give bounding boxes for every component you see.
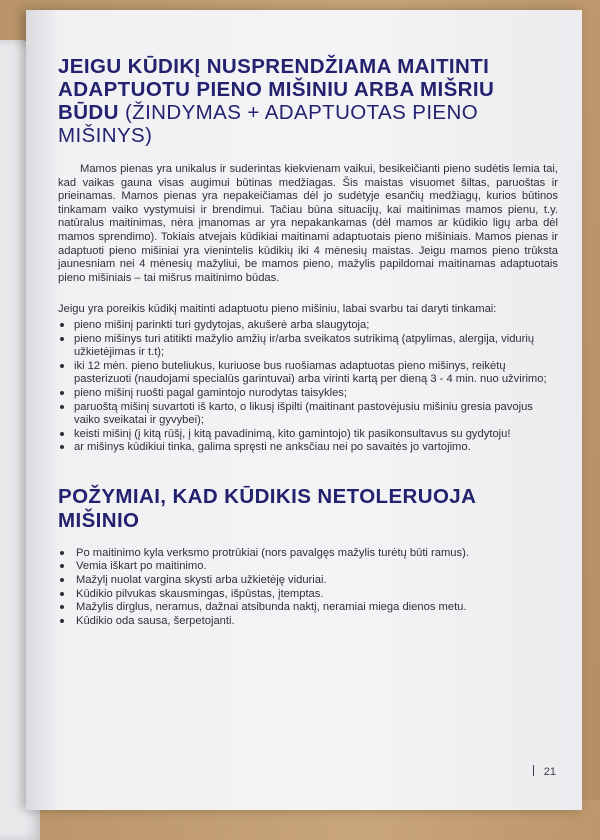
bullet-icon	[60, 551, 64, 555]
bullet-icon	[60, 364, 64, 368]
list-item: pieno mišinį parinkti turi gydytojas, akušerė arba slaugytoja;	[58, 319, 558, 333]
list-item: pieno mišinys turi atitikti mažylio amžių ir/arba sveikatos sutrikimą (atpylimas, alergija, vidurių užkietėjimas ir t.t);	[58, 333, 558, 360]
list-item: Kūdikio oda sausa, šerpetojanti.	[58, 615, 558, 629]
list-item: pieno mišinį ruošti pagal gamintojo nurodytas taisykles;	[58, 387, 558, 401]
list-item: iki 12 mėn. pieno buteliukus, kuriuose bus ruošiamas adaptuotas pieno mišinys, reikėtų pasterizuoti (naudojami specialūs garintuvai) arba virinti kartą per dieną 3 - 4 min. nuo užvirimo;	[58, 360, 558, 387]
booklet-page	[26, 10, 582, 810]
list-item: Vemia iškart po maitinimo.	[58, 560, 558, 574]
section-heading: POŽYMIAI, KAD KŪDIKIS NETOLERUOJA MIŠINIO	[58, 484, 476, 532]
list-item: paruoštą mišinį suvartoti iš karto, o likusį išpilti (maitinant pastovėjusiu mišiniu gresia pavojus vaiko sveikatai ir gyvybei);	[58, 401, 558, 428]
heading-bold: JEIGU KŪDIKĮ NUSPRENDŽIAMA MAITINTI ADAPTUOTU PIENO MIŠINIU ARBA MIŠRIU BŪDU	[58, 55, 495, 124]
list-item: Mažylį nuolat vargina skysti arba užkietėję viduriai.	[58, 574, 558, 588]
bullet-icon	[60, 323, 64, 327]
bullet-icon	[60, 592, 64, 596]
list-item: Mažylis dirglus, neramus, dažnai atsibunda naktį, neramiai miega dienos metu.	[58, 601, 558, 615]
requirements-list	[58, 319, 558, 455]
list-item: keisti mišinį (į kitą rūšį, į kitą pavadinimą, kito gamintojo) tik pasikonsultavus su gydytoju!	[58, 428, 558, 442]
requirements-intro: Jeigu yra poreikis kūdikį maitinti adaptuotu pieno mišiniu, labai svarbu tai daryti tinkamai:	[58, 303, 497, 316]
page-content	[58, 55, 558, 628]
bullet-icon	[60, 619, 64, 623]
list-item: Kūdikio pilvukas skausmingas, išpūstas, įtemptas.	[58, 588, 558, 602]
symptoms-list	[58, 547, 558, 629]
bullet-icon	[60, 578, 64, 582]
heading-light: (ŽINDYMAS + ADAPTUOTAS PIENO MIŠINYS)	[58, 101, 479, 147]
main-heading	[58, 55, 558, 147]
bullet-icon	[60, 337, 64, 341]
bullet-icon	[60, 564, 64, 568]
list-item: Po maitinimo kyla verksmo protrūkiai (nors pavalgęs mažylis turėtų būti ramus).	[58, 547, 558, 561]
bullet-icon	[60, 405, 64, 409]
bullet-icon	[60, 445, 64, 449]
bullet-icon	[60, 605, 64, 609]
page-number-divider	[533, 765, 534, 776]
page-number: 21	[533, 765, 556, 778]
list-item: ar mišinys kūdikiui tinka, galima spręsti ne anksčiau nei po savaitės jo vartojimo.	[58, 441, 558, 455]
intro-paragraph: Mamos pienas yra unikalus ir suderintas kiekvienam vaikui, besikeičianti pieno sudėtis lemia tai, kad vaikas gauna visas augimui būtinas medžiagas. Šis maistas visuomet šiltas, paruoštas ir prieinamas. Mamos pienas yra nepakeičiamas dėl jo sudėtyje esančių medžiagų, kurios būtinos tinkamam vaiko vystymuisi ir brendimui. Tačiau būna situacijų, kai maitinimas mamos pienu, t.y. natūralus maitinimas, nėra įmanomas ar yra nepakankamas (dėl mamos ar kūdikio ligų arba dėl mamos sprendimo). Tokiais atvejais kūdikiai maitinami adaptuotais pieno mišiniais. Mamos pienas ir adaptuoti pieno mišiniai yra vienintelis kūdikių iki 4 mėnesių maistas. Jeigu mamos pieno trūksta jaunesniam nei 4 mėnesių mažyliui, be mamos pieno, mažylis papildomai maitinamas adaptuotais pieno mišiniais – tai mišrus maitinimo būdas.	[58, 163, 558, 284]
bullet-icon	[60, 432, 64, 436]
bullet-icon	[60, 391, 64, 395]
